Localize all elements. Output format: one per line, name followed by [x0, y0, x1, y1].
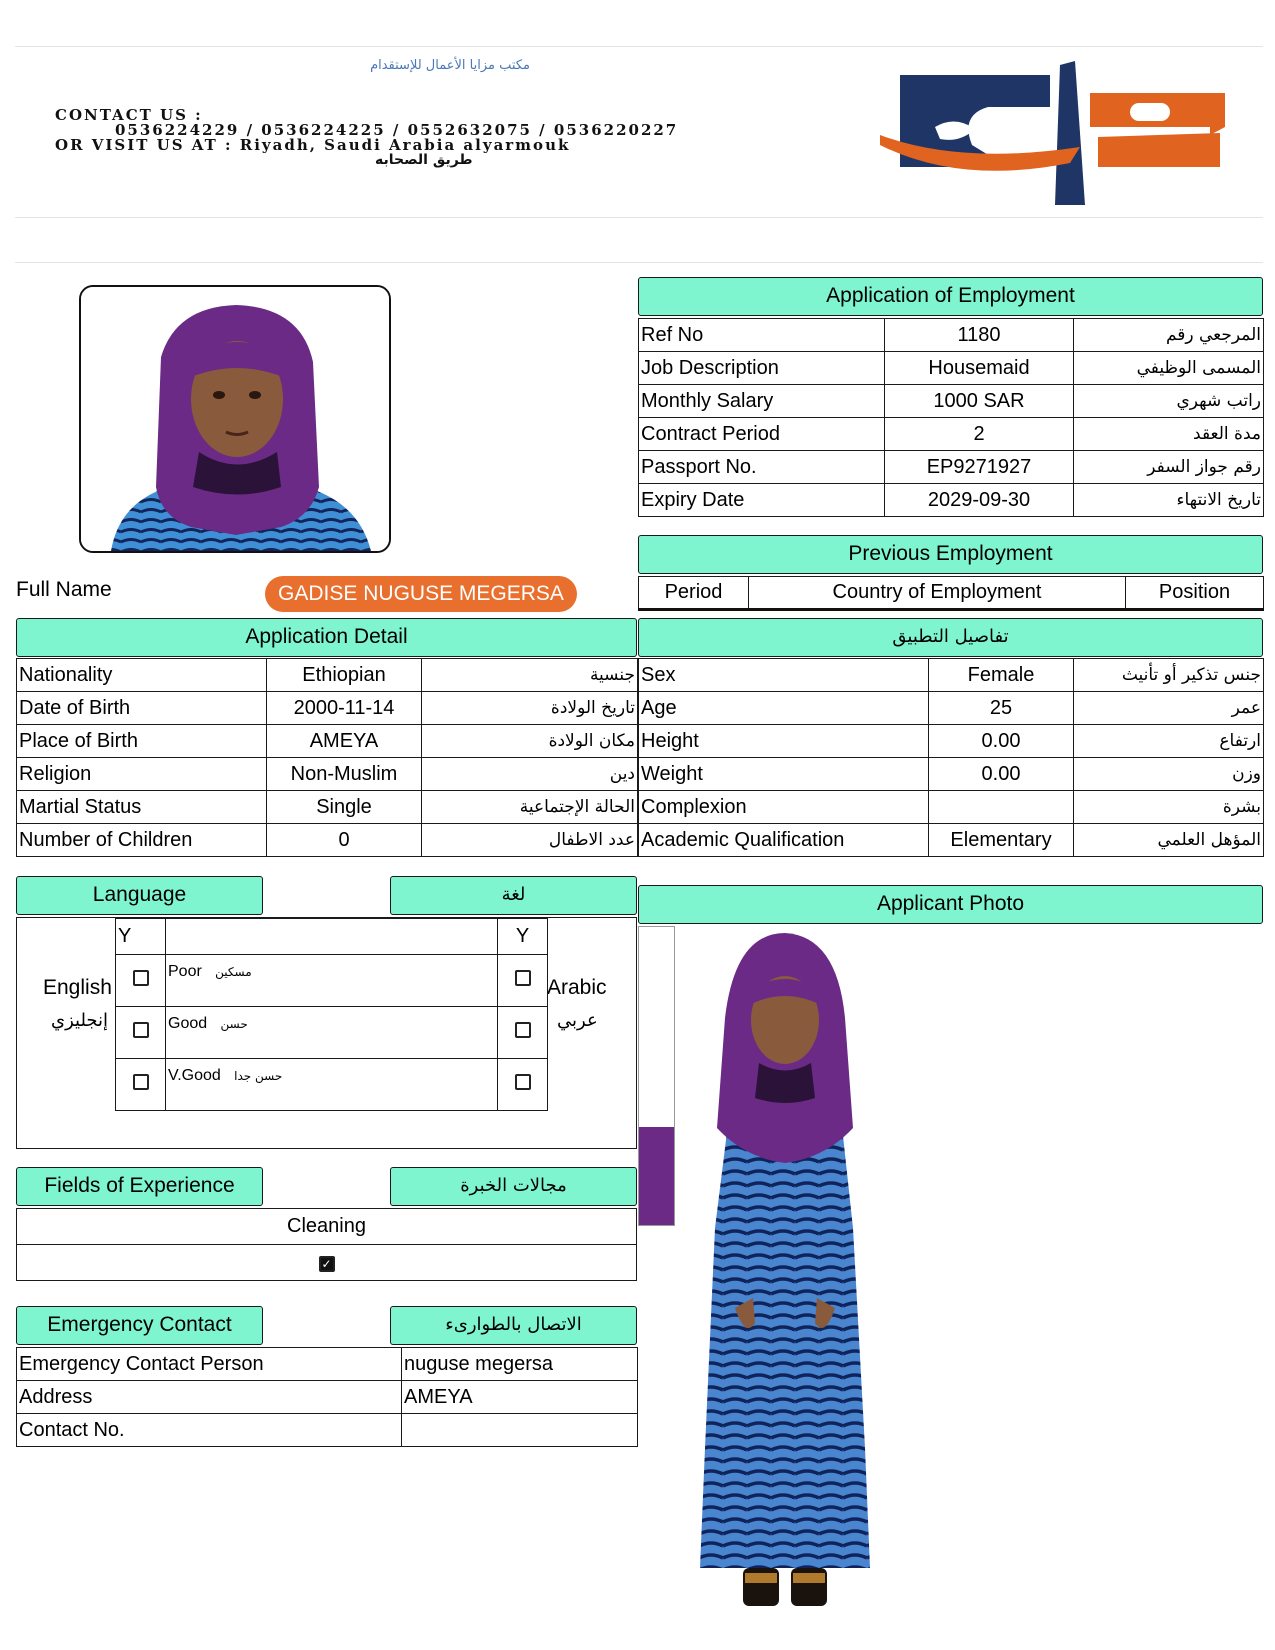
english-label-arabic: إنجليزي [51, 1010, 109, 1031]
english-good-checkbox[interactable] [133, 1022, 149, 1038]
employment-val-cell: Housemaid [885, 352, 1074, 385]
detail-right-ar-cell: المؤهل العلمي [1074, 824, 1264, 857]
application-detail-title: Application Detail [16, 618, 637, 657]
detail-right-row [639, 725, 1264, 758]
detail-val-cell: AMEYA [267, 725, 422, 758]
arabic-label: Arabic [547, 976, 607, 999]
level-good-ar: حسن [220, 1017, 248, 1031]
employment-val-cell: 2 [885, 418, 1074, 451]
detail-val-cell: 2000-11-14 [267, 692, 422, 725]
header-bottom-rule [15, 217, 1263, 218]
experience-field-cleaning: Cleaning [17, 1209, 637, 1245]
level-poor-en: Poor [168, 963, 202, 980]
previous-employment-table [638, 576, 1264, 611]
detail-right-ar-cell: ارتفاع [1074, 725, 1264, 758]
employment-val-cell: 2029-09-30 [885, 484, 1074, 517]
previous-employment-title: Previous Employment [638, 535, 1263, 574]
experience-title: Fields of Experience [16, 1167, 263, 1206]
employment-ar-cell: مدة العقد [1074, 418, 1264, 451]
detail-right-en-cell: Sex [639, 659, 929, 692]
prev-header-position: Position [1126, 577, 1264, 610]
employment-ar-cell: المسمى الوظيفي [1074, 352, 1264, 385]
employment-val-cell: EP9271927 [885, 451, 1074, 484]
detail-right-row [639, 758, 1264, 791]
contact-street-arabic: طريق الصحابه [375, 152, 473, 168]
employment-ar-cell: تاريخ الانتهاء [1074, 484, 1264, 517]
detail-right-ar-cell: عمر [1074, 692, 1264, 725]
detail-en-cell: Date of Birth [17, 692, 267, 725]
detail-ar-cell: مكان الولادة [422, 725, 638, 758]
detail-val-cell: Single [267, 791, 422, 824]
language-title-arabic: لغة [390, 876, 637, 915]
detail-right-en-cell: Complexion [639, 791, 929, 824]
level-poor-ar: مسكين [215, 965, 252, 979]
employment-en-cell: Contract Period [639, 418, 885, 451]
detail-val-cell: Ethiopian [267, 659, 422, 692]
language-panel [16, 917, 637, 1149]
employment-en-cell: Ref No [639, 319, 885, 352]
emergency-title-arabic: الاتصال بالطوارىء [390, 1306, 637, 1345]
detail-ar-cell: جنسية [422, 659, 638, 692]
employment-row [639, 385, 1264, 418]
detail-right-row [639, 692, 1264, 725]
employment-row [639, 451, 1264, 484]
detail-ar-cell: عدد الاطفال [422, 824, 638, 857]
detail-val-cell: Non-Muslim [267, 758, 422, 791]
detail-row [17, 659, 638, 692]
employment-val-cell: 1000 SAR [885, 385, 1074, 418]
level-vgood-en: V.Good [168, 1067, 221, 1084]
detail-right-ar-cell: جنس تذكير أو تأنيث [1074, 659, 1264, 692]
detail-right-val-cell: 25 [929, 692, 1074, 725]
detail-row [17, 692, 638, 725]
application-detail-table [16, 658, 638, 857]
full-name-label: Full Name [16, 578, 112, 601]
detail-en-cell: Religion [17, 758, 267, 791]
experience-title-arabic: مجالات الخبرة [390, 1167, 637, 1206]
detail-val-cell: 0 [267, 824, 422, 857]
detail-right-val-cell: 0.00 [929, 725, 1074, 758]
employment-en-cell: Monthly Salary [639, 385, 885, 418]
detail-right-val-cell: 0.00 [929, 758, 1074, 791]
employment-table [638, 318, 1264, 517]
detail-right-en-cell: Height [639, 725, 929, 758]
employment-val-cell: 1180 [885, 319, 1074, 352]
emergency-row [17, 1414, 638, 1447]
english-y-header: Y [116, 919, 166, 955]
emergency-val-cell [402, 1414, 638, 1447]
detail-row [17, 758, 638, 791]
header-top-rule [15, 46, 1263, 47]
detail-en-cell: Nationality [17, 659, 267, 692]
arabic-y-header: Y [498, 919, 548, 955]
employment-title: Application of Employment [638, 277, 1263, 316]
detail-right-ar-cell: وزن [1074, 758, 1264, 791]
employment-row [639, 352, 1264, 385]
detail-ar-cell: تاريخ الولادة [422, 692, 638, 725]
english-label: English [43, 976, 112, 999]
emergency-table [16, 1347, 638, 1447]
application-detail-table-right [638, 658, 1264, 857]
emergency-label-cell: Emergency Contact Person [17, 1348, 402, 1381]
application-detail-title-arabic: تفاصيل التطبيق [638, 618, 1263, 657]
contact-phones: 0536224229 / 0536224225 / 0552632075 / 0536220227 [115, 121, 679, 139]
emergency-label-cell: Address [17, 1381, 402, 1414]
emergency-label-cell: Contact No. [17, 1414, 402, 1447]
employment-row [639, 484, 1264, 517]
arabic-vgood-checkbox[interactable] [515, 1074, 531, 1090]
arabic-poor-checkbox[interactable] [515, 970, 531, 986]
detail-right-row [639, 659, 1264, 692]
detail-right-row [639, 824, 1264, 857]
detail-right-en-cell: Weight [639, 758, 929, 791]
prev-header-country: Country of Employment [749, 577, 1126, 610]
portrait-photo [79, 285, 391, 553]
employment-row [639, 418, 1264, 451]
arabic-label-arabic: عربي [557, 1010, 598, 1031]
level-good-en: Good [168, 1015, 208, 1032]
language-grid [115, 918, 548, 1111]
level-vgood-ar: حسن جدا [234, 1069, 283, 1083]
detail-en-cell: Martial Status [17, 791, 267, 824]
detail-ar-cell: الحالة الإجتماعية [422, 791, 638, 824]
english-vgood-checkbox[interactable] [133, 1074, 149, 1090]
detail-right-en-cell: Academic Qualification [639, 824, 929, 857]
arabic-good-checkbox[interactable] [515, 1022, 531, 1038]
emergency-val-cell: AMEYA [402, 1381, 638, 1414]
employment-row [639, 319, 1264, 352]
detail-right-val-cell: Female [929, 659, 1074, 692]
employment-ar-cell: رقم جواز السفر [1074, 451, 1264, 484]
employment-ar-cell: المرجعي رقم [1074, 319, 1264, 352]
employment-en-cell: Passport No. [639, 451, 885, 484]
contact-visit: OR VISIT US AT : Riyadh, Saudi Arabia alyarmouk [55, 136, 571, 154]
section-rule [15, 262, 1263, 263]
emergency-row [17, 1381, 638, 1414]
experience-table [16, 1208, 637, 1281]
emergency-row [17, 1348, 638, 1381]
level-poor [166, 955, 498, 1007]
company-logo [880, 55, 1240, 210]
detail-right-val-cell [929, 791, 1074, 824]
emergency-val-cell: nuguse megersa [402, 1348, 638, 1381]
employment-en-cell: Expiry Date [639, 484, 885, 517]
contact-block [55, 108, 815, 168]
contact-label: CONTACT US : [55, 106, 203, 124]
prev-header-period: Period [639, 577, 749, 610]
detail-row [17, 791, 638, 824]
detail-en-cell: Number of Children [17, 824, 267, 857]
detail-right-row [639, 791, 1264, 824]
detail-en-cell: Place of Birth [17, 725, 267, 758]
level-vgood [166, 1059, 498, 1111]
detail-row [17, 824, 638, 857]
emergency-title: Emergency Contact [16, 1306, 263, 1345]
photo-edge-fragment [638, 926, 675, 1226]
language-title: Language [16, 876, 263, 915]
cleaning-checkbox[interactable]: ✓ [319, 1256, 335, 1272]
detail-right-val-cell: Elementary [929, 824, 1074, 857]
employment-en-cell: Job Description [639, 352, 885, 385]
applicant-photo-title: Applicant Photo [638, 885, 1263, 924]
detail-right-en-cell: Age [639, 692, 929, 725]
full-body-photo [675, 928, 895, 1618]
detail-row [17, 725, 638, 758]
detail-right-ar-cell: بشرة [1074, 791, 1264, 824]
employment-ar-cell: راتب شهري [1074, 385, 1264, 418]
office-name-arabic: مكتب مزايا الأعمال للإستقدام [370, 58, 530, 73]
english-poor-checkbox[interactable] [133, 970, 149, 986]
detail-ar-cell: دين [422, 758, 638, 791]
full-name-value: GADISE NUGUSE MEGERSA [265, 576, 577, 612]
level-good [166, 1007, 498, 1059]
